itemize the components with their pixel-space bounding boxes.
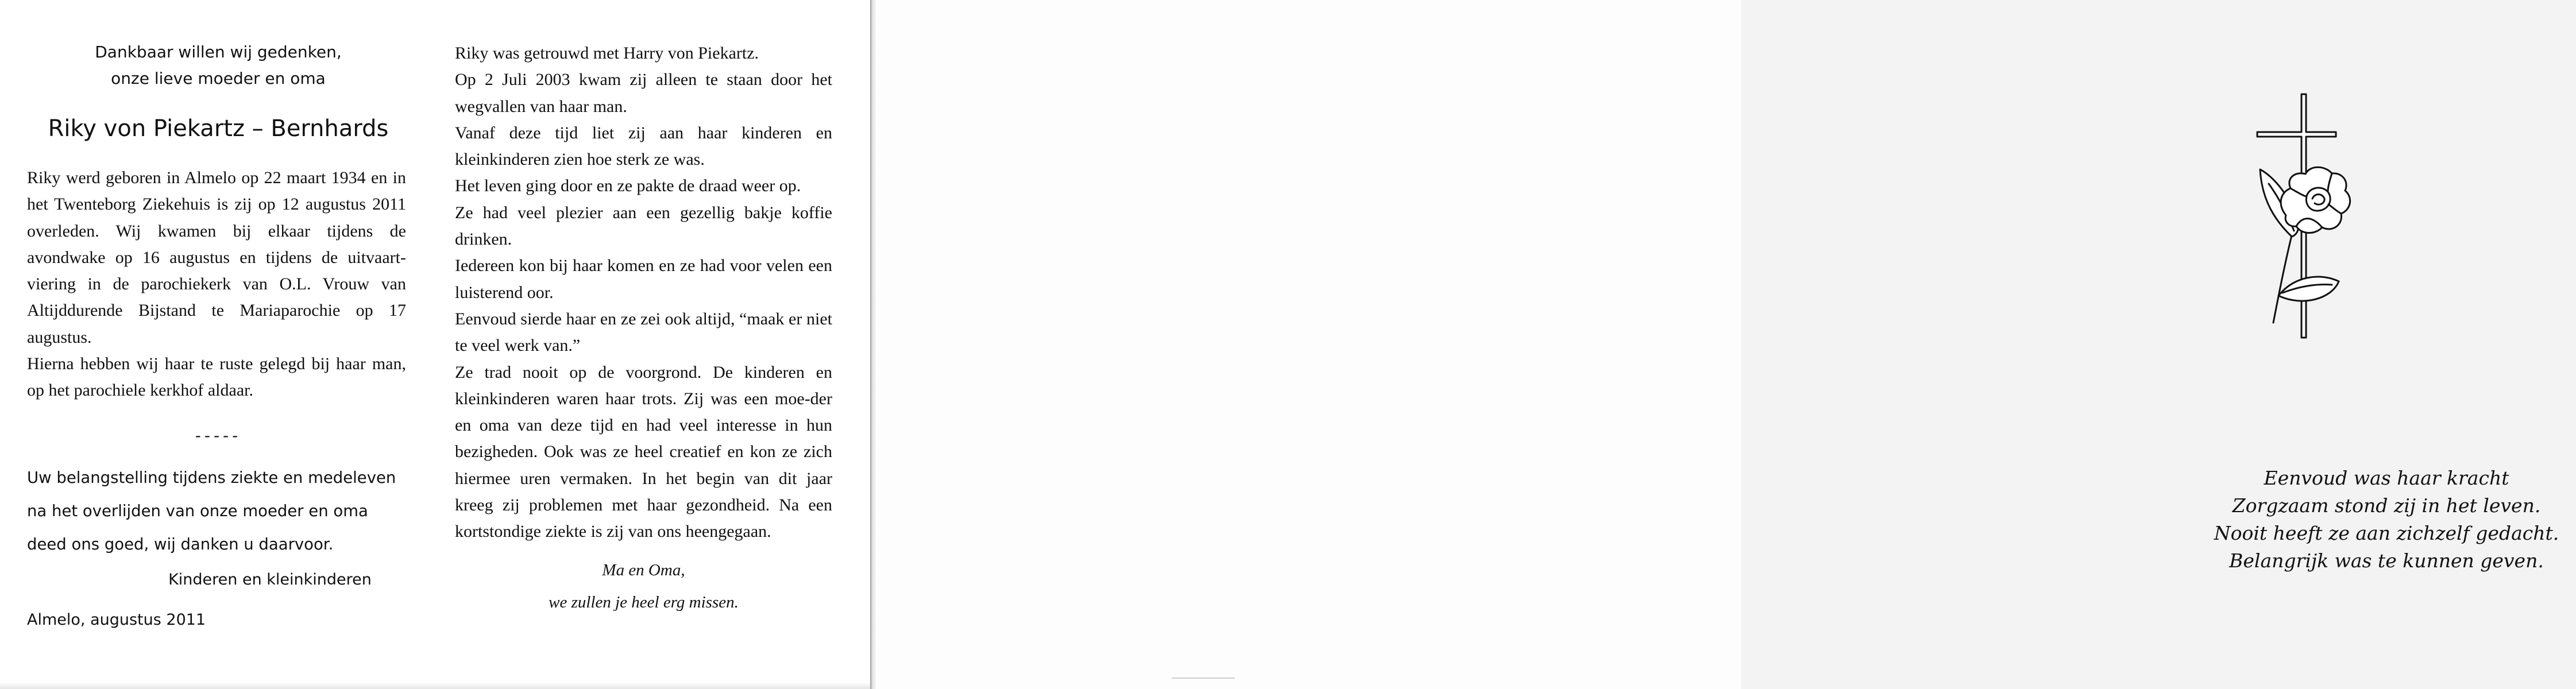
biography-paragraph: Riky werd geboren in Almelo op 22 maart 1934 en in het Twenteborg Ziekehuis is zij op 12 augustus 2011 overleden. Wij kwamen bij elkaar tijdens de avondwake op 16 augustus en tijdens de uitvaart-viering in de parochiekerk van O.L. Vrouw van Altijddurende Bijstand te Mariaparochie op 17 augustus. bbox=[27, 168, 406, 347]
intro-line-2: onze lieve moeder en oma bbox=[111, 69, 326, 88]
left-page bbox=[0, 0, 870, 689]
verse-line-3: Nooit heeft ze aan zichzelf gedacht. bbox=[2214, 522, 2559, 544]
page-shadow bbox=[0, 682, 870, 689]
verse-line-2: Zorgzaam stond zij in het leven. bbox=[2232, 494, 2541, 517]
verse-line-1: Eenvoud was haar kracht bbox=[2264, 467, 2509, 489]
card-fold bbox=[870, 0, 876, 689]
right-page bbox=[876, 0, 2559, 689]
life-story-paragraph: Op 2 Juli 2003 kwam zij alleen te staan door het wegvallen van haar man. bbox=[455, 70, 832, 116]
life-story-paragraph: Riky was getrouwd met Harry von Piekartz. bbox=[455, 44, 759, 63]
deceased-name: Riky von Piekartz – Bernhards bbox=[48, 115, 389, 142]
biography-column bbox=[27, 165, 406, 404]
life-story-paragraph: Eenvoud sierde haar en ze zei ook altijd, “maak er niet te veel werk van.” bbox=[455, 309, 832, 355]
scan-edge-line bbox=[1172, 678, 1235, 679]
life-story-paragraph: Ze trad nooit op de voorgrond. De kinderen en kleinkinderen waren haar trots. Zij was een moe-der en oma van deze tijd en had veel interesse in hun bezigheden. Ook was ze heel creatief en kon ze zich hiermee uren vermaken. In het begin van dit jaar kreeg zij problemen met haar gezondheid. Na een kortstondige ziekte is zij van ons heengegaan. bbox=[455, 362, 832, 541]
place-date: Almelo, augustus 2011 bbox=[27, 611, 206, 629]
life-story-paragraph: Ze had veel plezier aan een gezellig bakje koffie drinken. bbox=[455, 203, 832, 249]
life-story-paragraph: Iedereen kon bij haar komen en ze had voor velen een luisterend oor. bbox=[455, 256, 832, 302]
life-story-paragraph: Vanaf deze tijd liet zij aan haar kinderen en kleinkinderen zien hoe sterk ze was. bbox=[455, 123, 832, 169]
separator: ----- bbox=[195, 426, 242, 445]
verse-line-4: Belangrijk was te kunnen geven. bbox=[2229, 549, 2544, 572]
thanks-text: Uw belangstelling tijdens ziekte en medeleven na het overlijden van onze moeder en oma deed ons goed, wij danken u daarvoor. bbox=[27, 469, 396, 553]
life-story-column bbox=[455, 40, 832, 545]
intro-line-1: Dankbaar willen wij gedenken, bbox=[95, 42, 342, 61]
biography-paragraph: Hierna hebben wij haar te ruste gelegd bij haar man, op het parochiele kerkhof aldaar. bbox=[27, 354, 406, 400]
closing-line-1: Ma en Oma, bbox=[602, 561, 685, 579]
life-story-paragraph: Het leven ging door en ze pakte de draad weer op. bbox=[455, 176, 801, 196]
signature: Kinderen en kleinkinderen bbox=[168, 571, 372, 589]
closing-line-2: we zullen je heel erg missen. bbox=[549, 593, 739, 611]
cross-with-rose-icon bbox=[2246, 92, 2366, 344]
